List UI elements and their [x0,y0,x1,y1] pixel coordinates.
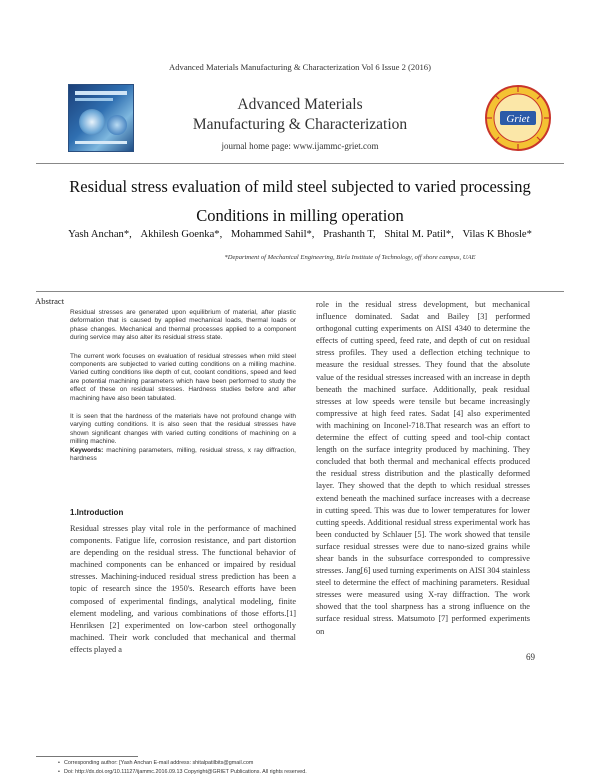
abstract-paragraph: The current work focuses on evaluation of residual stresses when mild steel components are subjected to varied cutting conditions on a milling machine. Varied cutting conditions like depth of cut, coolant conditions, speed and feed are potential machining parameters which have been performed to study the effect of these on residual stresses. Hardness studies before and after machining have also been tabulated. [70,352,296,402]
journal-title [180,95,420,135]
abstract-label: Abstract [35,296,65,306]
body-paragraph: Residual stresses play vital role in the performance of machined components. Fatigue life, corrosion resistance, and part distortion are depending on the residual stress. The functional behavior of machined components can be enhanced or impaired by residual stresses. Machining-induced residual stress prediction has been a topic of research since the 1950's. Research efforts have been composed of experimental findings, analytical modeling, finite element modeling, and various combinations of those efforts.[1] Henriksen [2] experimented on low-carbon steel orthogonally machined. Their work concluded that mechanical and thermal effects played a [70,524,296,654]
header-divider [36,163,564,164]
footnotes [58,759,534,777]
affiliation: *Department of Mechanical Engineering, Birla Institute of Technology, off shore campus, UAE [224,254,476,261]
journal-title-line1: Advanced Materials [237,96,363,113]
abstract-divider [36,291,564,292]
body-column-left [70,523,296,656]
abstract-paragraph: It is seen that the hardness of the materials have not profound change with varying cutting conditions. It is also seen that the residual stresses have shown significant changes with varied cutting conditions of machining on a milling machine. [70,413,296,446]
journal-issue-line: Advanced Materials Manufacturing & Characterization Vol 6 Issue 2 (2016) [169,62,431,72]
keywords-label: Keywords: [70,446,104,454]
author: Mohammed Sahil*, [230,229,315,240]
page-number: 69 [526,652,535,662]
abstract-body [70,309,296,464]
footnote-corresponding: • Corresponding author: [Yash Anchan E-mail address: shitalpatilbits@gmail.com [58,760,254,766]
bullet-icon: • [58,760,60,766]
body-paragraph: role in the residual stress development, but mechanical influence dominated. Sadat and Bailey [3] performed orthogonal cutting experiments on AISI 4340 to determine the effects of cutting speed, feed rate, and depth of cut on residual stress profiles. They used a deflection etching technique to measure the residual stresses. They found that the absolute value of the residual stresses increased with an increase in depth beneath the machined surface. Additionally, peak residual stresses at low speeds were tensile but became increasingly compressive at high feed rates. Sadat [4] also experimented with machining on Inconel-718.That research was an effort to determine the effect of cutting speed and tool-chip contact length on the surface integrity produced by machining. They concluded that both thermal and mechanical effects produced the residual stress distribution and the plastically deformed layer. They showed that the depth to which residual stresses extend beneath the machined surface increases with a decrease in cutting speed. This was due to lower temperatures for lower cutting speeds. Additional residual stress experimental work has been conducted by Schlauer [5]. The work showed that tensile surface residual stresses were due to nano-sized grains while shear bands in the subsurface corresponded to compressive stresses. Jang[6] used turning experiments on AISI 304 stainless steel to determine the effect of machining parameters. Residual stresses were measured using X-ray diffraction. The work showed that the tool sharpness has a strong influence on the surface residual stress. Matsumoto [7] performed experiments on [316,300,530,636]
paper-title-line1: Residual stress evaluation of mild steel subjected to varied processing [69,177,531,196]
author: Prashanth T, [323,229,376,240]
journal-cover-image [68,84,134,152]
section-heading-introduction: 1.Introduction [70,508,124,517]
author: Yash Anchan*, [68,229,132,240]
journal-homepage: journal home page: www.ijammc-griet.com [221,141,379,151]
keywords [70,447,296,464]
footnote-doi: • Doi: http://dx.doi.org/10.11127/ijammc.2016.09.13 Copyright@GRIET Publications. All rights reserved. [58,769,307,775]
abstract-paragraph: Residual stresses are generated upon equilibrium of material, after plastic deformation that is caused by applied mechanical loads, thermal loads or phase changes. Mechanical and thermal processes applied to a component during service may also alter its residual stress state. [70,309,296,342]
journal-title-line2: Manufacturing & Characterization [192,116,408,133]
bullet-icon: • [58,769,60,775]
footnote-divider [36,756,138,757]
author-list [0,229,600,240]
paper-title-line2: Conditions in milling operation [196,206,404,225]
paper-title [0,172,600,230]
body-column-right [316,299,530,638]
griet-logo [484,84,552,152]
logo-text: Griet [506,113,530,125]
keywords-text: machining parameters, milling, residual stress, x ray diffraction, hardness [70,446,296,463]
author: Shital M. Patil*, [384,229,454,240]
author: Akhilesh Goenka*, [140,229,223,240]
author: Vilas K Bhosle* [462,229,532,240]
